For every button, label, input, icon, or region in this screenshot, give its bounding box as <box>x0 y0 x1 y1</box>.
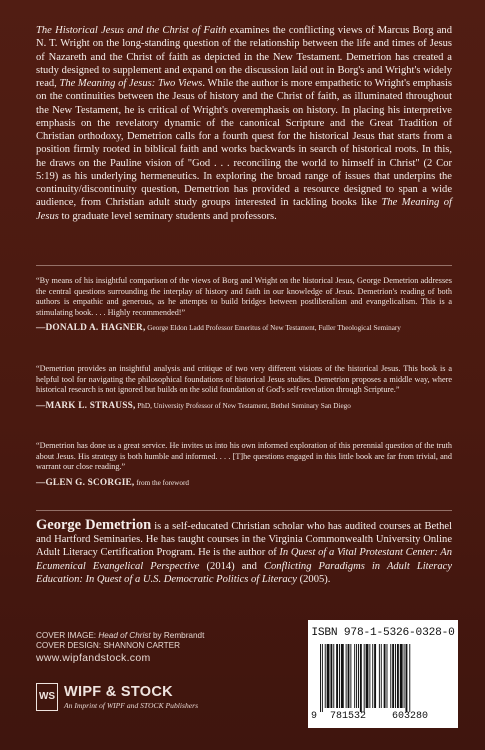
review-attribution <box>36 401 452 411</box>
book-title-italic: The Historical Jesus and the Christ of Faith <box>36 25 227 36</box>
barcode-bar <box>336 644 338 708</box>
bio-text: is a self-educated Christian scholar who has audited courses at Bethel and Hartford Seminaries. He has taught courses in the Virginia Commonwealth University Online Adult Literacy Certification Program. He is the author of <box>36 521 452 559</box>
reviewer-name: —GLEN G. SCORGIE, <box>36 477 135 488</box>
barcode-bar <box>409 644 410 712</box>
barcode-bar <box>322 644 323 712</box>
author-bio <box>36 519 452 586</box>
reviewer-title: George Eldon Ladd Professor Emeritus of New Testament, Fuller Theological Seminary <box>145 324 401 333</box>
barcode-bar <box>395 644 396 708</box>
description-text: to graduate level seminary students and professors. <box>58 210 277 222</box>
barcode-bar <box>339 644 340 708</box>
isbn-barcode <box>308 620 458 728</box>
cover-credits <box>36 631 204 665</box>
bio-text: (2005). <box>297 573 331 585</box>
barcode-bar <box>404 644 405 708</box>
barcode-bar <box>330 644 332 708</box>
barcode-bar <box>327 644 330 708</box>
cover-image-credit <box>36 631 204 641</box>
book-title-italic: The Meaning of Jesus <box>36 197 452 222</box>
barcode-digits-right: 603280 <box>392 711 429 722</box>
reviewer-name: —MARK L. STRAUSS, <box>36 400 136 411</box>
review-attribution <box>36 478 452 488</box>
review-strauss <box>36 364 452 411</box>
review-quote: “Demetrion provides an insightful analysis and critique of two very different visions of the historical Jesus. This book is a helpful tool for navigating the philosophical foundations of historical Jesus studies. Demetrion proposes a middle way, where historical research is not ignored but builds on the solid foundation of God's self-revelation through Scripture.” <box>36 364 452 395</box>
description-text: . While the author is more empathetic to Wright's emphasis on the continuities between the Jesus of history and the Christ of faith, as illuminated throughout the New Testament, he is critical of Wright's overemphasis on history. In placing his interpretive emphasis on the revelatory dynamic of the canonical Scripture and the Great Tradition of Christian orthodoxy, Demetrion calls for a fourth quest for the historical Jesus that starts from a position firmly rooted in biblical faith and works backwards in search of historical roots. In this, he draws on the Pauline vision of "God . . . reconciling the world to himself in Christ" (2 Cor 5:19) as his underlying hermeneutics. In exploring the broad range of issues that underpins the continuity/discontinuity question, Demetrion has provided a resource designed to span a wide audience, from Christian adult study groups interested in tackling books like <box>36 78 453 209</box>
divider <box>36 510 452 511</box>
review-hagner <box>36 276 452 333</box>
divider <box>36 265 452 266</box>
barcode-digits-left: 781532 <box>330 711 367 722</box>
barcode-bar <box>325 644 326 708</box>
publisher-name: WIPF & STOCK <box>64 684 173 700</box>
barcode-bar <box>333 644 334 708</box>
publisher-logo-icon <box>36 683 58 711</box>
barcode-bars <box>320 644 448 712</box>
review-quote: “By means of his insightful comparison of the views of Borg and Wright on the historical Jesus, George Demetrion addresses the central questions surrounding the interplay of history and faith in our knowledge of Jesus. Demetrion's reading of both authors is empathic and generous, as he attempts to build bridges between postliberalism and evangelicalism. This is a stimulating book. . . . Highly recommended!” <box>36 276 452 317</box>
bio-text: (2014) and <box>199 560 264 572</box>
book-description <box>36 24 452 223</box>
review-quote: “Demetrion has done us a great service. He invites us into his own informed exploration of this perennial question of the truth about Jesus. His strategy is both humble and informed. . . . [T]he questions engaged in this little book are far from trivial, and warrant our close reading.” <box>36 441 452 472</box>
credit-artwork: Head of Christ <box>98 631 151 640</box>
barcode-bar <box>406 644 408 712</box>
reviewer-title: PhD, University Professor of New Testament, Bethel Seminary San Diego <box>135 401 351 410</box>
barcode-bar <box>381 644 382 708</box>
barcode-bar <box>356 644 357 708</box>
isbn-number: ISBN 978-1-5326-0328-0 <box>311 627 455 639</box>
barcode-digit-first: 9 <box>311 711 318 722</box>
review-attribution <box>36 323 452 333</box>
barcode-bar <box>387 644 388 708</box>
barcode-bar <box>348 644 350 708</box>
barcode-bar <box>397 644 399 708</box>
barcode-bar <box>369 644 370 708</box>
barcode-bar <box>360 644 362 712</box>
barcode-bar <box>358 644 359 708</box>
barcode-bar <box>346 644 347 708</box>
author-name: George Demetrion <box>36 517 152 533</box>
publisher-logo <box>36 683 216 713</box>
barcode-bar <box>366 644 369 708</box>
book-title-italic: The Meaning of Jesus: Two Views <box>59 78 203 89</box>
reviewer-name: —DONALD A. HAGNER, <box>36 323 146 334</box>
barcode-bar <box>350 644 351 708</box>
publisher-tagline: An Imprint of WIPF and STOCK Publishers <box>64 701 199 710</box>
cover-design-credit: COVER DESIGN: SHANNON CARTER <box>36 641 181 651</box>
barcode-bar <box>372 644 373 708</box>
description-text: examines the conflicting views of Marcus Borg and N. T. Wright on the long-standing question of the relationship between the life and times of Jesus of Nazareth and the Christ of faith as depicted in the New Testament. Demetrion has created a study designed to supplement and expand on the discussion laid out in Borg's and Wright's widely read, <box>36 25 452 89</box>
publisher-url[interactable]: www.wipfandstock.com <box>36 651 151 664</box>
barcode-bar <box>354 644 355 708</box>
logo-letters: WS <box>38 691 56 702</box>
barcode-bar <box>390 644 391 708</box>
barcode-bar <box>341 644 344 708</box>
barcode-bar <box>364 644 365 712</box>
credit-artist: by Rembrandt <box>150 631 205 640</box>
barcode-bar <box>374 644 376 708</box>
barcode-bar <box>384 644 386 708</box>
book-title-italic: In Quest of a Vital Protestant Center: An Ecumenical Evangelical Perspective <box>36 547 452 572</box>
barcode-bar <box>379 644 380 708</box>
barcode-bar <box>392 644 394 708</box>
barcode-bar <box>400 644 403 708</box>
credit-label: COVER IMAGE: <box>36 631 99 640</box>
book-title-italic: Conflicting Paradigms in Adult Literacy Education: In Quest of a U.S. Democratic Politics of Literacy <box>36 560 452 585</box>
reviewer-title: from the foreword <box>134 478 189 487</box>
review-scorgie <box>36 441 452 488</box>
barcode-bar <box>320 644 321 712</box>
